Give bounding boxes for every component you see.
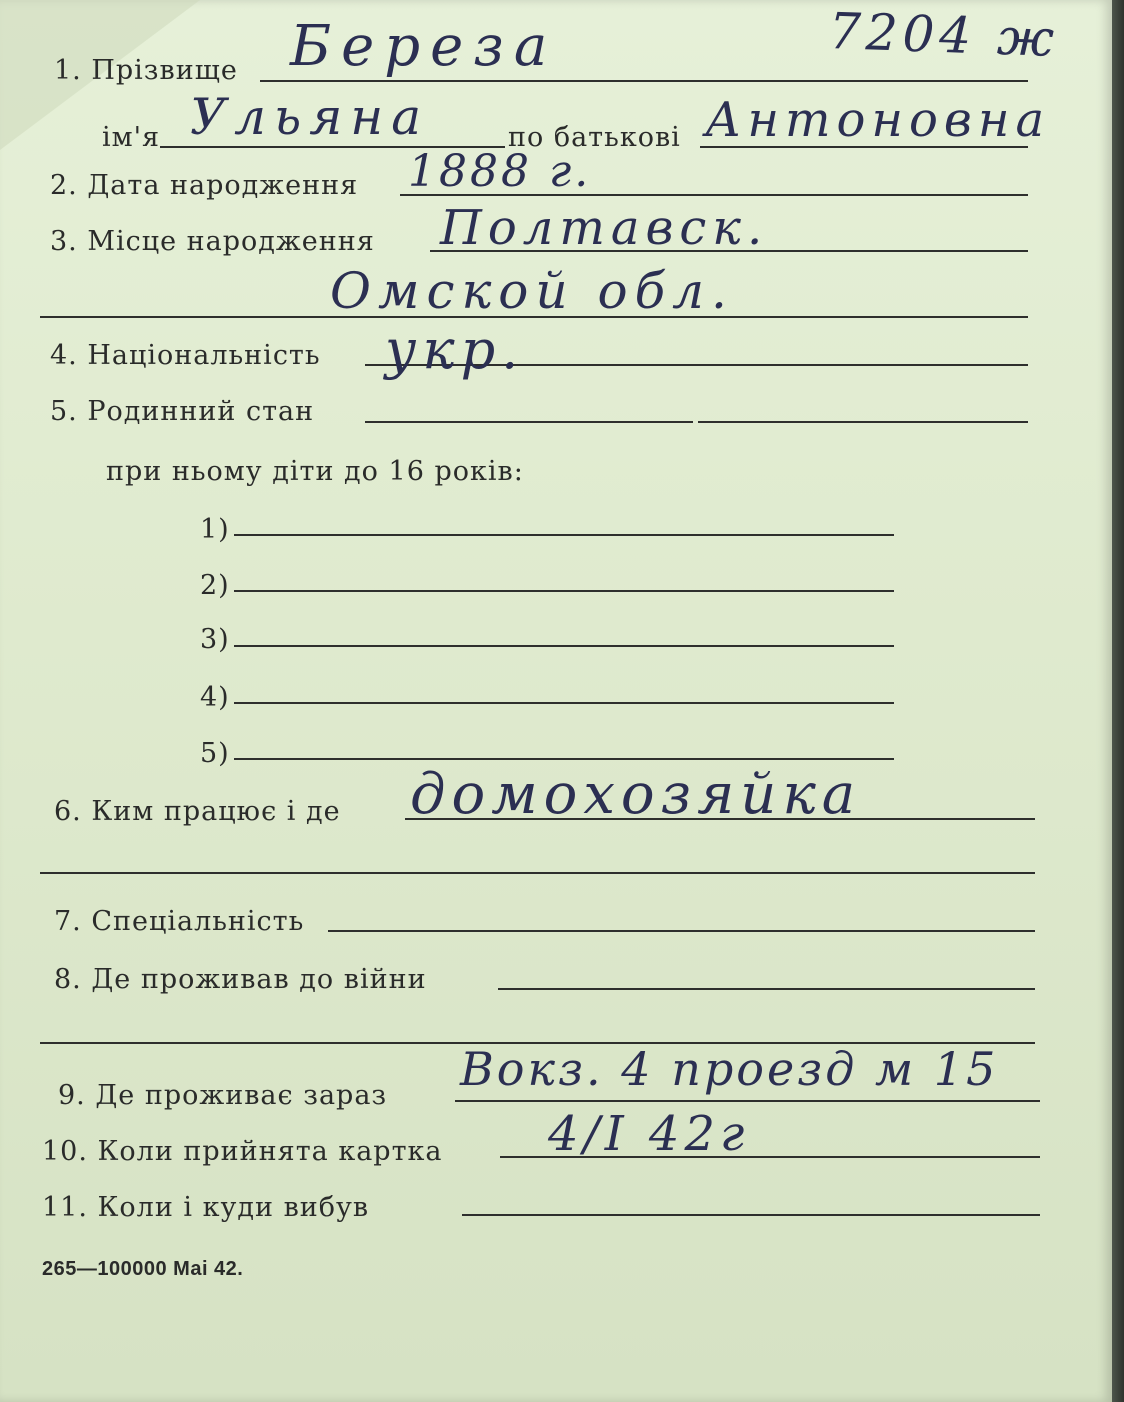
label-children: при ньому діти до 16 років: [106,456,524,487]
label-child-5: 5) [200,738,230,769]
entry-occupation: домохозяйка [410,762,862,827]
label-specialty: 7. Спеціальність [54,906,305,937]
label-child-3: 3) [200,624,230,655]
label-prewar-residence: 8. Де проживав до війни [54,964,427,995]
label-occupation: 6. Ким працює і де [54,796,341,827]
entry-patronymic: Антоновна [705,92,1051,148]
entry-current-residence: Вокз. 4 проезд м 15 [460,1042,999,1096]
label-patronymic: по батькові [508,122,681,153]
line-child-2 [234,590,894,592]
entry-birth-place-1: Полтавск. [440,200,769,256]
line-child-3 [234,645,894,647]
label-birth-place: 3. Місце народження [50,226,375,257]
line-current-residence [455,1100,1040,1102]
label-child-2: 2) [200,570,230,601]
line-occupation-2 [40,872,1035,874]
card-number: 7204 ж [828,2,1060,69]
line-prewar-residence [498,988,1035,990]
entry-surname: Береза [290,14,558,79]
label-marital-status: 5. Родинний стан [50,396,315,427]
print-imprint: 265—100000 Mai 42. [42,1258,244,1280]
entry-card-accepted: 4/І 42г [548,1106,750,1162]
line-child-5 [234,758,894,760]
label-surname: 1. Прізвище [54,55,238,86]
line-departed [462,1214,1040,1216]
line-child-1 [234,534,894,536]
entry-name: Ульяна [190,88,430,146]
line-specialty [328,930,1035,932]
label-nationality: 4. Національність [50,340,321,371]
label-current-residence: 9. Де проживає зараз [58,1080,388,1111]
line-child-4 [234,702,894,704]
entry-birth-date: 1888 г. [408,146,592,197]
label-departed: 11. Коли і куди вибув [42,1192,370,1223]
entry-birth-place-2: Омской обл. [330,262,734,320]
line-marital-a [365,421,693,423]
label-name: ім'я [102,122,161,153]
label-birth-date: 2. Дата народження [50,170,359,201]
line-marital-b [698,421,1028,423]
paper-edge-shadow [1112,0,1124,1402]
label-child-4: 4) [200,682,230,713]
label-child-1: 1) [200,514,230,545]
line-surname [260,80,1028,82]
label-card-accepted: 10. Коли прийнята картка [42,1136,443,1167]
entry-nationality: укр. [385,318,525,381]
